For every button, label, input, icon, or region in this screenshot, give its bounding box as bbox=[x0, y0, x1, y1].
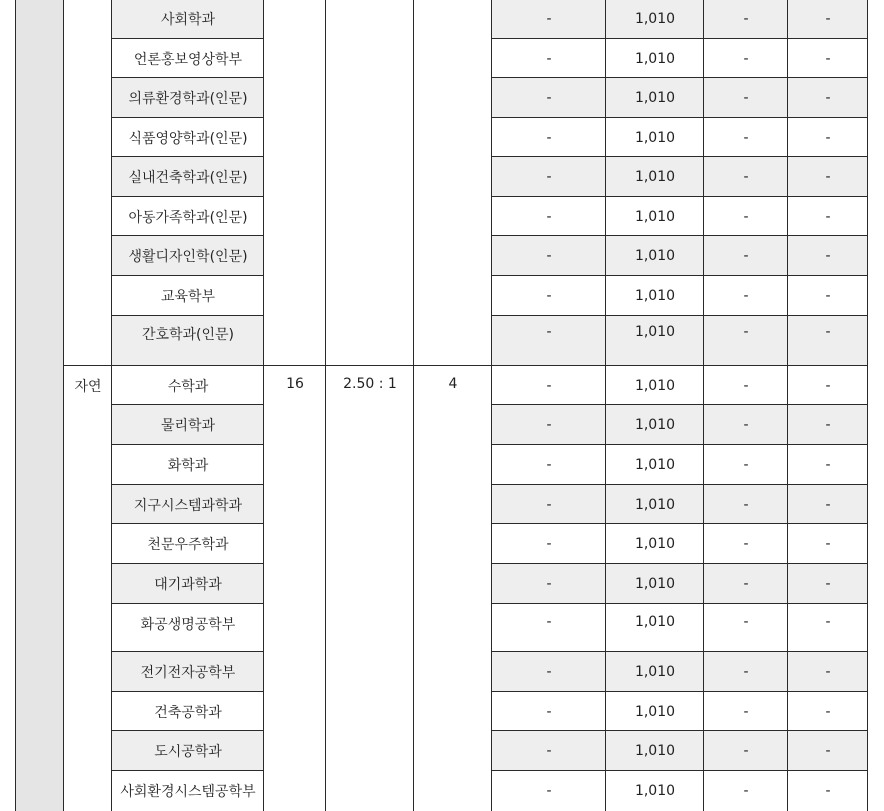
column-divider bbox=[605, 0, 606, 811]
department-cell: 의류환경학과(인문) bbox=[112, 78, 264, 118]
column-divider bbox=[703, 0, 704, 811]
column-divider bbox=[787, 0, 788, 811]
value-cell: - bbox=[546, 50, 552, 67]
department-cell: 간호학과(인문) bbox=[112, 316, 264, 366]
score-cell: 1,010 bbox=[634, 783, 676, 799]
category-cell bbox=[64, 0, 112, 366]
column-divider bbox=[111, 0, 112, 811]
score-cell: 1,010 bbox=[634, 703, 676, 720]
value-cell: - bbox=[704, 157, 788, 197]
value-cell: - bbox=[788, 564, 868, 604]
value-cell: - bbox=[743, 377, 749, 394]
department-cell: 식품영양학과(인문) bbox=[128, 130, 248, 147]
value-cell: - bbox=[825, 457, 831, 473]
score-cell: 1,010 bbox=[634, 614, 676, 630]
quota-cell bbox=[264, 0, 326, 366]
value-cell: - bbox=[492, 485, 606, 524]
score-cell: 1,010 bbox=[606, 78, 704, 118]
value-cell: - bbox=[704, 316, 788, 366]
value-cell: - bbox=[743, 50, 749, 67]
value-cell: - bbox=[704, 652, 788, 692]
department-cell: 교육학부 bbox=[160, 289, 216, 305]
value-cell: - bbox=[492, 157, 606, 197]
value-cell: - bbox=[825, 50, 831, 67]
score-cell: 1,010 bbox=[606, 0, 704, 39]
value-cell: - bbox=[743, 614, 749, 630]
value-cell: - bbox=[825, 129, 831, 146]
score-cell: 1,010 bbox=[606, 236, 704, 276]
score-cell: 1,010 bbox=[606, 316, 704, 366]
value-cell: - bbox=[788, 485, 868, 524]
department-cell: 전기전자공학부 bbox=[112, 652, 264, 692]
value-cell: - bbox=[546, 288, 552, 304]
value-cell: - bbox=[788, 316, 868, 366]
value-cell: - bbox=[546, 377, 552, 394]
column-divider bbox=[413, 0, 414, 811]
value-cell: - bbox=[704, 236, 788, 276]
department-cell: 도시공학과 bbox=[112, 731, 264, 771]
value-cell: - bbox=[546, 614, 552, 630]
score-cell: 1,010 bbox=[606, 564, 704, 604]
value-cell: - bbox=[492, 652, 606, 692]
value-cell: - bbox=[492, 316, 606, 366]
column-divider bbox=[325, 0, 326, 811]
value-cell: - bbox=[704, 485, 788, 524]
score-cell: 1,010 bbox=[634, 536, 676, 552]
value-cell: - bbox=[743, 703, 749, 720]
value-cell: - bbox=[825, 703, 831, 720]
value-cell: - bbox=[743, 783, 749, 799]
value-cell: - bbox=[492, 405, 606, 445]
department-cell: 언론홍보영상학부 bbox=[133, 51, 243, 68]
value-cell: - bbox=[788, 236, 868, 276]
value-cell: - bbox=[492, 0, 606, 39]
value-cell: - bbox=[743, 457, 749, 473]
score-cell: 1,010 bbox=[634, 208, 676, 225]
department-cell: 화학과 bbox=[167, 458, 209, 474]
score-cell: 1,010 bbox=[606, 731, 704, 771]
value-cell: - bbox=[788, 157, 868, 197]
value-cell: - bbox=[546, 208, 552, 225]
score-cell: 1,010 bbox=[606, 157, 704, 197]
value-cell: - bbox=[743, 536, 749, 552]
column-divider bbox=[867, 0, 868, 811]
column-divider bbox=[491, 0, 492, 811]
value-cell: - bbox=[788, 0, 868, 39]
column-divider bbox=[15, 0, 16, 811]
value-cell: - bbox=[825, 208, 831, 225]
score-cell: 1,010 bbox=[606, 652, 704, 692]
extra-count-cell bbox=[414, 0, 492, 366]
left-margin bbox=[0, 0, 16, 811]
value-cell: - bbox=[743, 288, 749, 304]
value-cell: - bbox=[492, 236, 606, 276]
department-cell: 아동가족학과(인문) bbox=[128, 209, 248, 226]
score-cell: 1,010 bbox=[634, 129, 676, 146]
value-cell: - bbox=[704, 0, 788, 39]
value-cell: - bbox=[743, 208, 749, 225]
value-cell: - bbox=[704, 78, 788, 118]
value-cell: - bbox=[546, 783, 552, 799]
department-cell: 물리학과 bbox=[112, 405, 264, 445]
department-cell: 천문우주학과 bbox=[147, 537, 229, 553]
value-cell: - bbox=[788, 78, 868, 118]
competition-ratio-cell bbox=[326, 0, 414, 366]
value-cell: - bbox=[704, 405, 788, 445]
value-cell: - bbox=[825, 536, 831, 552]
department-cell: 사회환경시스템공학부 bbox=[120, 784, 256, 800]
category-cell: 자연 bbox=[74, 379, 102, 395]
department-cell: 실내건축학과(인문) bbox=[112, 157, 264, 197]
score-cell: 1,010 bbox=[606, 405, 704, 445]
value-cell: - bbox=[546, 129, 552, 146]
value-cell: - bbox=[546, 703, 552, 720]
department-cell: 수학과 bbox=[167, 378, 209, 395]
score-cell: 1,010 bbox=[634, 288, 676, 304]
department-cell: 건축공학과 bbox=[154, 704, 222, 721]
quota-cell: 16 bbox=[286, 376, 304, 392]
value-cell: - bbox=[743, 129, 749, 146]
value-cell: - bbox=[825, 614, 831, 630]
value-cell: - bbox=[825, 783, 831, 799]
value-cell: - bbox=[788, 405, 868, 445]
value-cell: - bbox=[825, 288, 831, 304]
score-cell: 1,010 bbox=[606, 485, 704, 524]
value-cell: - bbox=[492, 731, 606, 771]
value-cell: - bbox=[492, 78, 606, 118]
value-cell: - bbox=[704, 564, 788, 604]
outer-category-column bbox=[16, 0, 64, 811]
value-cell: - bbox=[788, 731, 868, 771]
value-cell: - bbox=[546, 457, 552, 473]
department-cell: 대기과학과 bbox=[112, 564, 264, 604]
score-cell: 1,010 bbox=[634, 377, 676, 394]
value-cell: - bbox=[788, 652, 868, 692]
score-cell: 1,010 bbox=[634, 50, 676, 67]
value-cell: - bbox=[825, 377, 831, 394]
value-cell: - bbox=[704, 731, 788, 771]
competition-ratio-cell: 2.50 : 1 bbox=[343, 376, 397, 392]
department-cell: 사회학과 bbox=[112, 0, 264, 39]
department-cell: 지구시스템과학과 bbox=[112, 485, 264, 524]
department-cell: 화공생명공학부 bbox=[140, 617, 236, 633]
value-cell: - bbox=[546, 536, 552, 552]
column-divider bbox=[63, 0, 64, 811]
column-divider bbox=[263, 0, 264, 811]
value-cell: - bbox=[492, 564, 606, 604]
extra-count-cell: 4 bbox=[448, 376, 458, 392]
score-cell: 1,010 bbox=[634, 457, 676, 473]
department-cell: 생활디자인학(인문) bbox=[112, 236, 264, 276]
